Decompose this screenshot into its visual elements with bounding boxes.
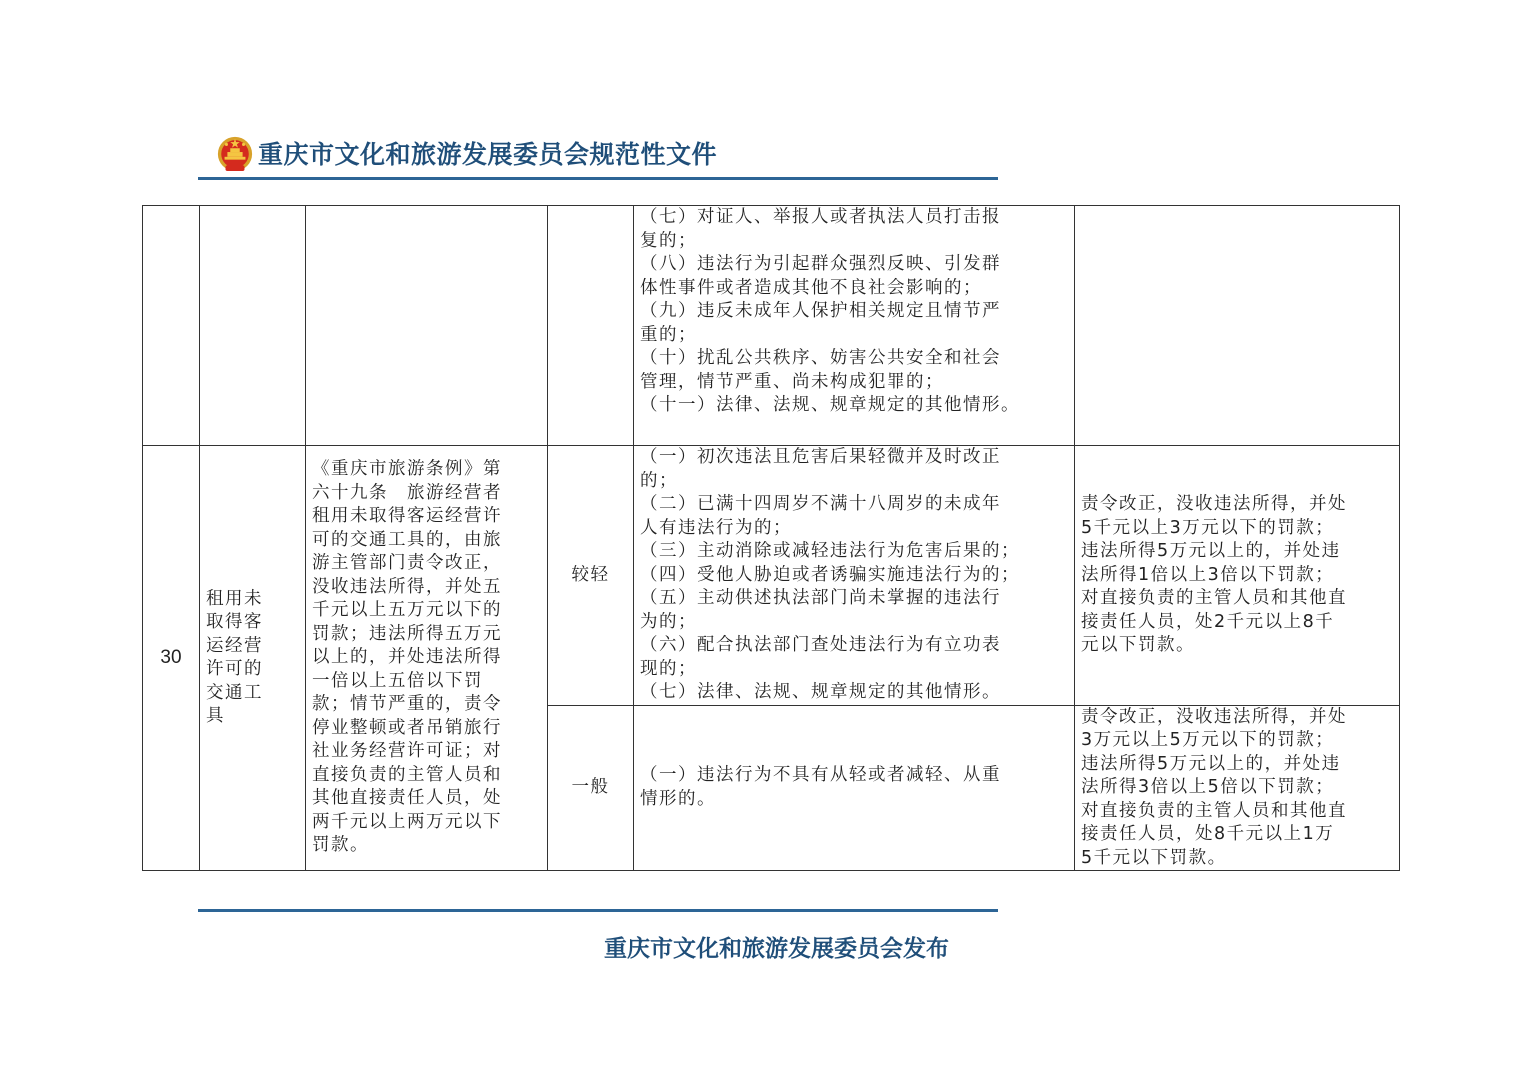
name-line: 交通工 [206, 682, 263, 703]
basis-line: 款；情节严重的，责令 [312, 694, 502, 715]
header-rule [198, 177, 998, 180]
circumstance-line: （十一）法律、法规、规章规定的其他情形。 [640, 395, 1020, 415]
basis-line: 停业整顿或者吊销旅行 [312, 717, 502, 738]
basis-line: 罚款；违法所得五万元 [312, 623, 502, 644]
basis-line: 六十九条 旅游经营者 [312, 482, 502, 503]
name-line: 具 [206, 706, 225, 726]
penalty-line: 违法所得5万元以上的，并处违 [1081, 753, 1341, 774]
number-cell [143, 206, 200, 446]
name-line: 取得客 [206, 612, 263, 632]
document-header [216, 130, 717, 176]
level-cell [548, 446, 634, 706]
level-cell [548, 705, 634, 871]
circumstance-line: 现的； [640, 658, 697, 679]
circumstance-line: 管理，情节严重、尚未构成犯罪的； [640, 371, 944, 392]
level-cell [548, 206, 634, 446]
circumstance-line: （一）违法行为不具有从轻或者减轻、从重 [640, 765, 1001, 786]
penalty-cell [1075, 446, 1400, 706]
level-label: 较轻 [571, 564, 610, 585]
penalty-line: 违法所得5万元以上的，并处违 [1081, 541, 1341, 561]
level-label: 一般 [571, 777, 610, 797]
circumstances-cell [634, 446, 1075, 706]
basis-line: 千元以上五万元以下的 [312, 600, 502, 621]
circumstance-line: 的； [640, 470, 678, 491]
basis-cell [306, 206, 548, 446]
penalty-line: 责令改正，没收违法所得，并处 [1081, 706, 1347, 727]
basis-line: 直接负责的主管人员和 [312, 764, 502, 785]
circumstance-line: （一）初次违法且危害后果轻微并及时改正 [640, 447, 1001, 467]
basis-line: 可的交通工具的，由旅 [312, 529, 502, 550]
item-number: 30 [160, 646, 182, 668]
penalty-line: 对直接负责的主管人员和其他直 [1081, 588, 1347, 608]
header-title: 重庆市文化和旅游发展委员会规范性文件 [258, 140, 718, 169]
circumstance-line: （十）扰乱公共秩序、妨害公共安全和社会 [640, 348, 1001, 368]
national-emblem-icon [216, 133, 254, 173]
name-cell [200, 206, 306, 446]
circumstance-line: （八）违法行为引起群众强烈反映、引发群 [640, 254, 1001, 274]
name-line: 许可的 [206, 659, 263, 679]
basis-line: 以上的，并处违法所得 [312, 647, 502, 668]
circumstance-line: 为的； [640, 611, 697, 632]
circumstance-line: （三）主动消除或减轻违法行为危害后果的； [640, 541, 1020, 561]
penalty-line: 法所得1倍以上3倍以下罚款； [1081, 564, 1335, 585]
circumstance-line: （五）主动供述执法部门尚未掌握的违法行 [640, 588, 1001, 608]
circumstances-cell [634, 705, 1075, 871]
footer-rule [198, 909, 998, 912]
basis-line: 《重庆市旅游条例》第 [312, 459, 502, 480]
penalty-cell [1075, 206, 1400, 446]
basis-line: 租用未取得客运经营许 [312, 506, 502, 527]
footer-title: 重庆市文化和旅游发展委员会发布 [604, 935, 949, 962]
legal-basis-cell [306, 446, 548, 871]
basis-line: 社业务经营许可证；对 [312, 741, 502, 762]
penalty-line: 对直接负责的主管人员和其他直 [1081, 800, 1347, 821]
name-line: 租用未 [206, 588, 263, 609]
circumstance-line: （七）对证人、举报人或者执法人员打击报 [640, 207, 1001, 227]
basis-line: 一倍以上五倍以下罚 [312, 670, 483, 691]
penalty-line: 3万元以上5万元以下的罚款； [1081, 730, 1335, 750]
penalty-line: 元以下罚款。 [1081, 635, 1195, 655]
circumstance-line: （六）配合执法部门查处违法行为有立功表 [640, 635, 1001, 655]
penalty-cell [1075, 705, 1400, 871]
penalty-line: 5千元以下罚款。 [1081, 847, 1227, 868]
circumstance-line: （七）法律、法规、规章规定的其他情形。 [640, 682, 1001, 702]
basis-line: 罚款。 [312, 835, 369, 856]
penalty-line: 5千元以上3万元以下的罚款； [1081, 517, 1335, 538]
table-row-continued [143, 206, 1400, 446]
circumstance-line: 人有违法行为的； [640, 517, 792, 538]
basis-line: 其他直接责任人员，处 [312, 788, 502, 809]
basis-line: 两千元以上两万元以下 [312, 811, 502, 832]
basis-line: 没收违法所得，并处五 [312, 576, 502, 597]
penalty-line: 接责任人员，处8千元以上1万 [1081, 824, 1335, 844]
circumstances-cell [634, 206, 1075, 446]
circumstance-line: （二）已满十四周岁不满十八周岁的未成年 [640, 494, 1001, 514]
penalty-standards-table [142, 205, 1400, 871]
circumstance-line: （四）受他人胁迫或者诱骗实施违法行为的； [640, 564, 1020, 585]
number-cell [143, 446, 200, 871]
penalty-line: 法所得3倍以上5倍以下罚款； [1081, 777, 1335, 797]
penalty-line: 接责任人员，处2千元以上8千 [1081, 611, 1335, 632]
table-row-30-lighter [143, 446, 1400, 706]
name-line: 运经营 [206, 635, 263, 656]
name-cell [200, 446, 306, 871]
circumstance-line: 体性事件或者造成其他不良社会影响的； [640, 277, 982, 298]
circumstance-line: （九）违反未成年人保护相关规定且情节严 [640, 301, 1001, 321]
penalty-line: 责令改正，没收违法所得，并处 [1081, 494, 1347, 514]
circumstance-line: 重的； [640, 324, 697, 345]
basis-line: 游主管部门责令改正， [312, 553, 502, 574]
circumstance-line: 复的； [640, 230, 697, 251]
circumstance-line: 情形的。 [640, 788, 716, 809]
